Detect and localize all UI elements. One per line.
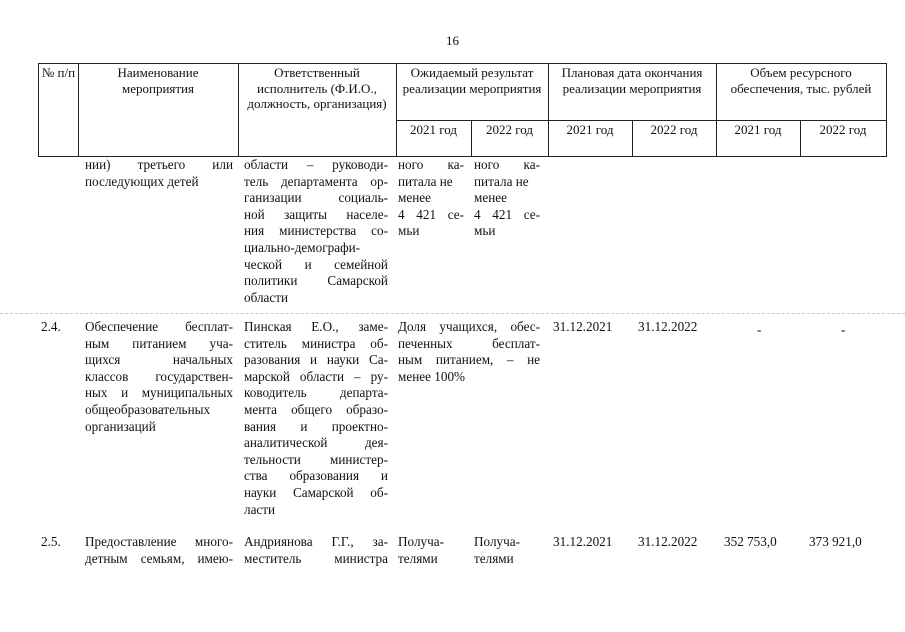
table-header: [38, 63, 887, 157]
text-line: менее: [474, 190, 507, 206]
table-row-result: [398, 319, 540, 385]
text-line: мента общего образо-: [244, 401, 388, 417]
text-line: телями: [398, 550, 438, 566]
header-divider: [238, 63, 239, 157]
text-line: последующих детей: [85, 173, 199, 189]
text-line: организаций: [85, 418, 156, 434]
text-line: области: [244, 289, 289, 305]
header-year-line: [396, 120, 887, 121]
table-row-responsible: [244, 534, 388, 567]
text-line: мьи: [398, 223, 420, 239]
text-line: ститель министра об-: [244, 335, 388, 351]
text-line: телями: [474, 550, 514, 566]
header-col-name: Наименование мероприятия: [117, 65, 199, 96]
volume-2021: 352 753,0: [724, 534, 777, 549]
text-line: общеобразовательных: [85, 401, 211, 417]
header-year-2021: 2021 год: [566, 122, 614, 137]
text-line: Андриянова Г.Г., за-: [244, 534, 388, 549]
text-line: ного ка-: [398, 157, 464, 172]
text-line: ных и муниципальных: [85, 385, 233, 401]
volume-2022: 373 921,0: [809, 534, 862, 549]
text-line: разования и науки Са-: [244, 352, 388, 368]
text-line: ства образования и: [244, 468, 388, 484]
text-line: классов государствен-: [85, 368, 233, 384]
header-divider: [78, 63, 79, 157]
text-line: ным питанием уча-: [85, 335, 233, 351]
text-line: ным питанием, – не: [398, 352, 540, 368]
table-row-continuation-name: [85, 157, 233, 190]
header-top-line: [38, 63, 887, 64]
header-divider: [548, 63, 549, 157]
header-year-2022: 2022 год: [650, 122, 698, 137]
page-number: 16: [446, 33, 459, 48]
text-line: 4 421 се-: [474, 206, 540, 222]
row-number: 2.4.: [41, 319, 61, 334]
row-separator: [0, 313, 905, 314]
date-2022: 31.12.2022: [638, 534, 698, 549]
table-row-result-2021: [398, 534, 464, 567]
text-line: мьи: [474, 223, 496, 239]
table-row-name: [85, 319, 233, 435]
text-line: менее 100%: [398, 368, 466, 384]
text-line: политики Самарской: [244, 273, 388, 289]
text-line: аналитической дея-: [244, 435, 388, 451]
text-line: Предоставление много-: [85, 534, 233, 549]
header-year-2021: 2021 год: [734, 122, 782, 137]
date-2022: 31.12.2022: [638, 319, 698, 334]
header-year-2022: 2022 год: [486, 122, 533, 137]
text-line: печенных бесплат-: [398, 335, 540, 351]
header-col-result: Ожидаемый результат реализации мероприятия: [402, 65, 542, 96]
table-row-responsible: [244, 319, 388, 518]
text-line: питала не: [398, 173, 453, 189]
header-year-2021: 2021 год: [410, 122, 457, 137]
header-col-date: Плановая дата окончания реализации мероприятия: [561, 65, 703, 96]
date-2021: 31.12.2021: [553, 319, 613, 334]
text-line: ческой и семейной: [244, 256, 388, 272]
text-line: ния министерства со-: [244, 223, 388, 239]
table-row-continuation-result-2022: [474, 157, 540, 240]
header-divider: [886, 63, 887, 157]
text-line: тель департамента ор-: [244, 173, 388, 189]
row-number: 2.5.: [41, 534, 61, 549]
text-line: вания и проектно-: [244, 418, 388, 434]
text-line: питала не: [474, 173, 529, 189]
text-line: Доля учащихся, обес-: [398, 319, 540, 334]
header-col-responsible: Ответственный исполнитель (Ф.И.О., должность, организация): [247, 65, 387, 111]
date-2021: 31.12.2021: [553, 534, 613, 549]
text-line: менее: [398, 190, 431, 206]
table-row-name: [85, 534, 233, 567]
text-line: ной защиты населе-: [244, 206, 388, 222]
volume-2021: -: [757, 322, 762, 337]
text-line: Пинская Е.О., заме-: [244, 319, 388, 334]
text-line: Получа-: [474, 534, 520, 549]
text-line: 4 421 се-: [398, 206, 464, 222]
header-divider: [396, 63, 397, 157]
text-line: Получа-: [398, 534, 444, 549]
text-line: щихся начальных: [85, 352, 233, 368]
header-col-volume: Объем ресурсного обеспечения, тыс. рублей: [730, 65, 872, 96]
text-line: науки Самарской об-: [244, 484, 388, 500]
text-line: меститель министра: [244, 550, 388, 566]
text-line: тельности министер-: [244, 451, 388, 467]
text-line: ганизации социаль-: [244, 190, 388, 206]
text-line: Обеспечение бесплат-: [85, 319, 233, 334]
text-line: ласти: [244, 501, 276, 517]
text-line: области – руководи-: [244, 157, 388, 172]
table-row-result-2022: [474, 534, 540, 567]
text-line: циально-демографи-: [244, 239, 361, 255]
header-col-number: № п/п: [41, 65, 76, 80]
text-line: детным семьям, имею-: [85, 550, 233, 566]
table-row-continuation-responsible: [244, 157, 388, 306]
text-line: ного ка-: [474, 157, 540, 172]
text-line: нии) третьего или: [85, 157, 233, 172]
volume-2022: -: [841, 322, 846, 337]
header-divider: [716, 63, 717, 157]
table-row-continuation-result-2021: [398, 157, 464, 240]
header-year-2022: 2022 год: [819, 122, 867, 137]
text-line: ководитель департа-: [244, 385, 388, 401]
text-line: марской области – ру-: [244, 368, 388, 384]
